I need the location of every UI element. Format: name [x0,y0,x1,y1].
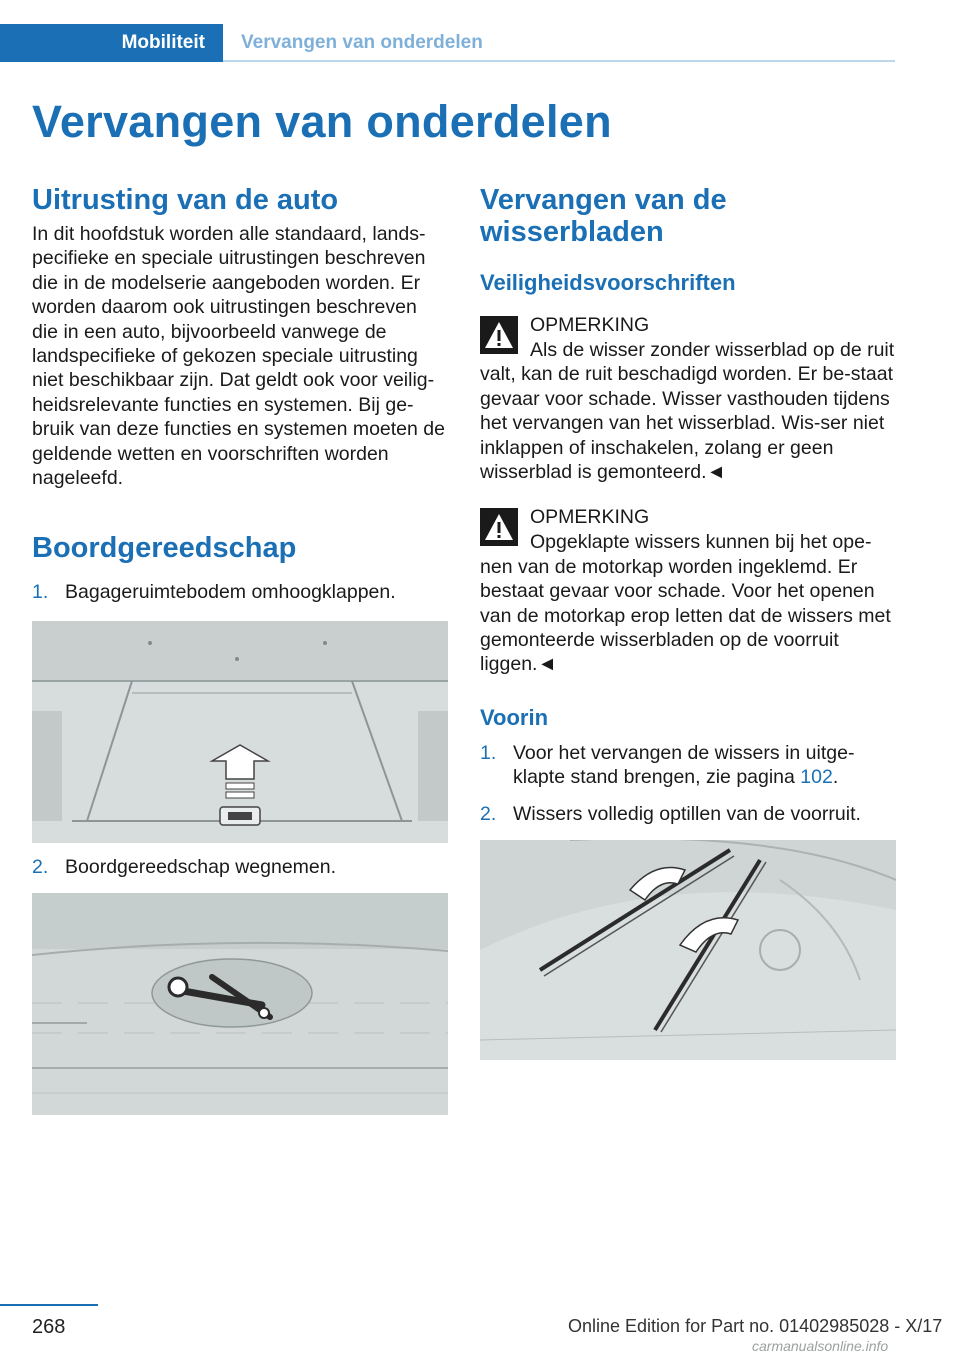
page-link[interactable]: 102 [800,766,833,789]
footer-rule [0,1304,98,1306]
front-steps [480,741,896,826]
chapter-tab[interactable] [241,24,483,62]
safety-heading: Veiligheidsvoorschriften [480,270,736,295]
tools-steps-1 [32,580,448,604]
step-text-end: . [832,766,839,789]
warning-triangle-icon [480,316,518,354]
step-text: Voor het vervangen de wissers in uitge-klapte stand brengen, zie pagina [513,741,855,789]
list-item [32,855,448,879]
step-text: Boordgereedschap wegnemen. [65,855,337,878]
chapter-tab-label: Vervangen van onderdelen [241,32,483,53]
luggage-floor-figure [32,621,448,843]
step-number: 1. [32,581,49,604]
right-column [480,184,896,1060]
equipment-heading: Uitrusting van de auto [32,184,339,216]
left-column [32,184,448,1115]
page-title: Vervangen van onderdelen [32,96,612,147]
page-number: 268 [32,1316,66,1338]
wiper-figure [480,840,896,1060]
note-label: OPMERKING [530,314,650,336]
note-text: Als de wisser zonder wisserblad op de ruit valt, kan de ruit beschadigd worden. Er be-staat gevaar voor schade. Wisser vasthouden tijdens het vervangen van het wisserblad. Wis-ser niet inklappen of inschakelen, zolang er geen wisserblad is gemonteerd.◄ [480,339,895,484]
list-item [480,802,896,826]
step-number: 2. [480,802,497,825]
note-text: Opgeklapte wissers kunnen bij het ope-nen van de motorkap worden ingeklemd. Er bestaat gevaar voor schade. Voor het openen van de motorkap erop letten dat de wissers met gemonteerde wisserbladen op de voorruit liggen.◄ [480,531,891,676]
tool-kit-figure [32,893,448,1115]
site-watermark: carmanualsonline.info [752,1338,889,1354]
warning-note-1 [480,312,896,484]
step-number: 2. [32,855,49,878]
luggage-floor-illustration [32,621,448,843]
tools-heading: Boordgereedschap [32,532,297,565]
header-rule [223,60,895,62]
tools-steps-2 [32,855,448,879]
step-number: 1. [480,741,497,764]
list-item [480,741,896,790]
list-item [32,580,448,604]
step-text: Wissers volledig optillen van de voorruit. [513,802,861,825]
warning-triangle-icon [480,508,518,546]
warning-note-2 [480,504,896,676]
section-tab-label: Mobiliteit [121,32,205,53]
front-heading: Voorin [480,704,549,730]
tool-kit-illustration [32,893,448,1115]
step-text: Bagageruimtebodem omhoogklappen. [65,581,396,604]
equipment-text: In dit hoofdstuk worden alle standaard, lands-pecifieke en speciale uitrustingen beschreven die in de modelserie aangeboden worden. Er worden daarom ook uitrustingen beschreven die in een auto, bijvoorbeeld vanwege de landspecifieke of gekozen speciale uitrusting niet beschikbaar zijn. Dat geldt ook voor veilig-heidsrelevante functies en systemen. Bij ge-bruik van deze functies en systemen moeten de geldende wetten en voorschriften worden nageleefd. [32,223,445,490]
note-label: OPMERKING [530,506,650,529]
section-tab[interactable] [0,24,223,62]
edition-note: Online Edition for Part no. 01402985028 - X/17 [568,1316,943,1336]
wiper-illustration [480,840,896,1060]
wiper-heading: Vervangen van de wisserbladen [480,184,727,248]
